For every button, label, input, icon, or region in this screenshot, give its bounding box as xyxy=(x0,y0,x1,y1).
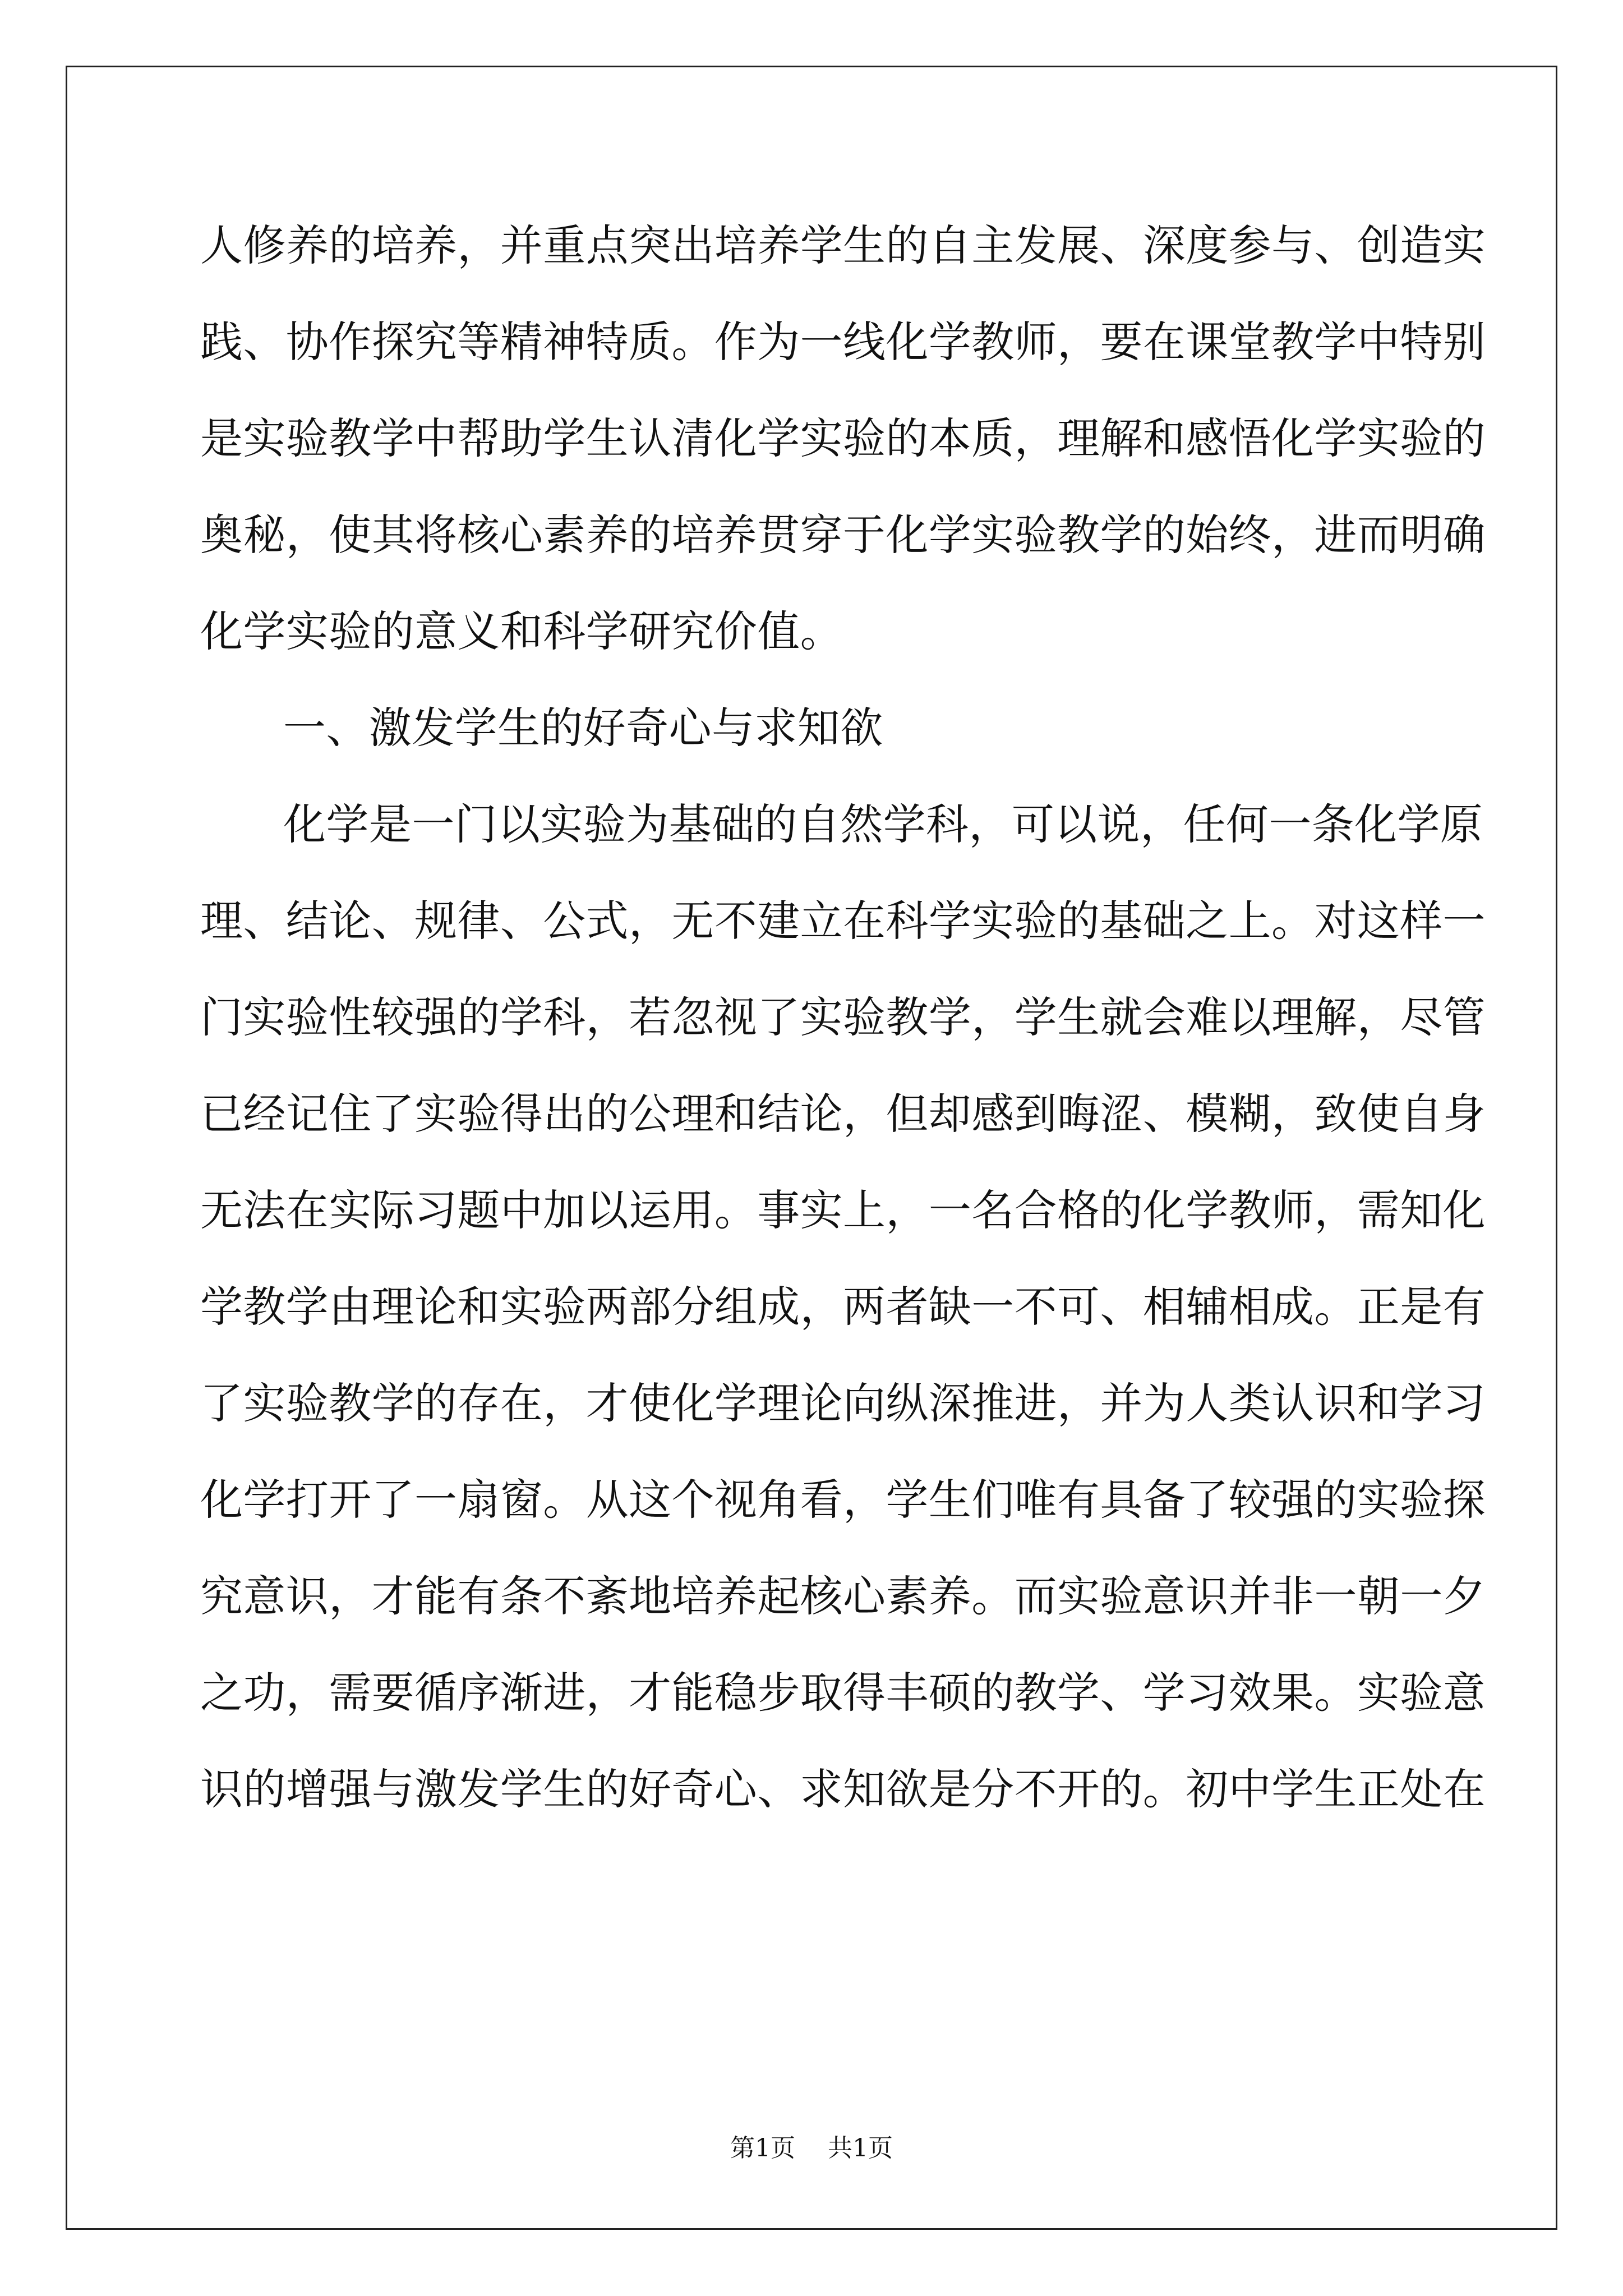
text-line: 门实验性较强的学科，若忽视了实验教学，学生就会难以理解，尽管 xyxy=(200,992,1486,1042)
text-line: 人修养的培养，并重点突出培养学生的自主发展、深度参与、创造实 xyxy=(200,220,1486,270)
text-line: 化学打开了一扇窗。从这个视角看，学生们唯有具备了较强的实验探 xyxy=(200,1475,1486,1525)
page-total: 共1页 xyxy=(828,2134,893,2162)
text-line: 是实验教学中帮助学生认清化学实验的本质，理解和感悟化学实验的 xyxy=(200,413,1486,463)
document-body xyxy=(200,197,1486,1838)
page-number: 第1页 xyxy=(730,2134,795,2162)
text-line: 了实验教学的存在，才使化学理论向纵深推进，并为人类认识和学习 xyxy=(200,1378,1486,1428)
text-line: 究意识，才能有条不紊地培养起核心素养。而实验意识并非一朝一夕 xyxy=(200,1571,1486,1621)
text-line: 化学是一门以实验为基础的自然学科，可以说，任何一条化学原 xyxy=(283,799,1483,849)
text-line: 学教学由理论和实验两部分组成，两者缺一不可、相辅相成。正是有 xyxy=(200,1282,1486,1332)
text-line: 践、协作探究等精神特质。作为一线化学教师，要在课堂教学中特别 xyxy=(200,317,1486,367)
text-line: 识的增强与激发学生的好奇心、求知欲是分不开的。初中学生正处在 xyxy=(200,1764,1486,1814)
text-line: 无法在实际习题中加以运用。事实上，一名合格的化学教师，需知化 xyxy=(200,1185,1486,1235)
text-line: 化学实验的意义和科学研究价值。 xyxy=(200,606,843,656)
text-line: 已经记住了实验得出的公理和结论，但却感到晦涩、模糊，致使自身 xyxy=(200,1089,1486,1139)
text-line: 之功，需要循序渐进，才能稳步取得丰硕的教学、学习效果。实验意 xyxy=(200,1668,1486,1718)
text-line: 一、激发学生的好奇心与求知欲 xyxy=(283,703,883,753)
page-footer xyxy=(0,2133,1623,2164)
text-line: 奥秘，使其将核心素养的培养贯穿于化学实验教学的始终，进而明确 xyxy=(200,510,1486,560)
text-line: 理、结论、规律、公式，无不建立在科学实验的基础之上。对这样一 xyxy=(200,896,1486,946)
